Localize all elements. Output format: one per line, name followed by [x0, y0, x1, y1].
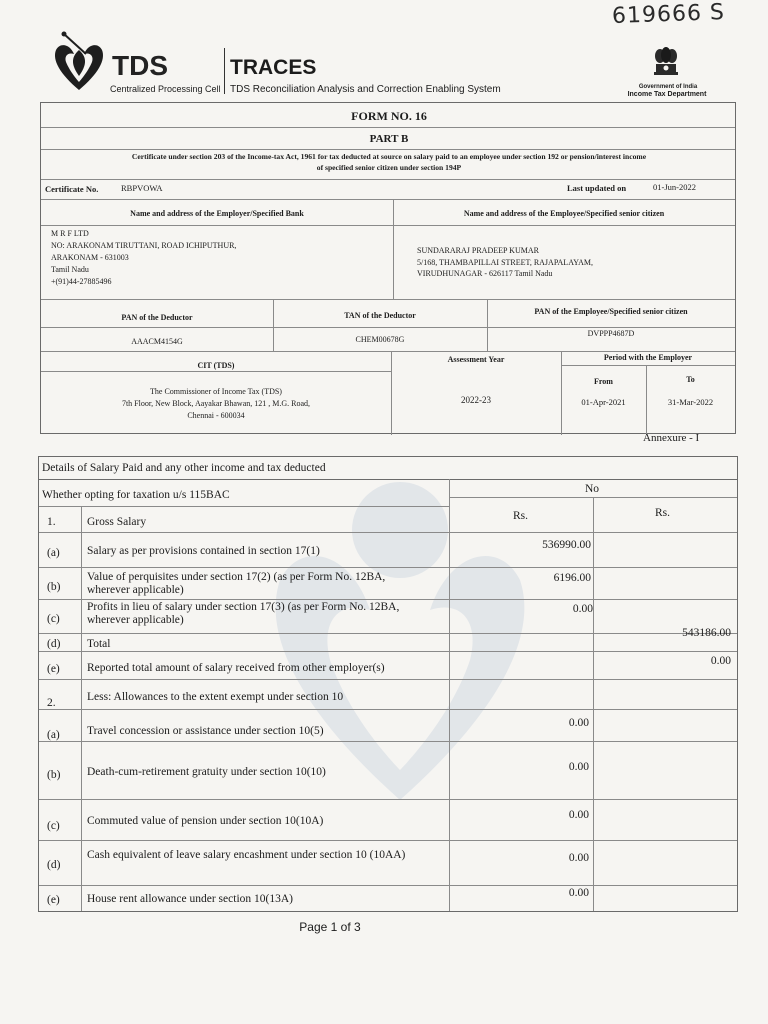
tds-subtitle: Centralized Processing Cell — [110, 84, 221, 94]
form-part: PART B — [369, 133, 409, 145]
certificate-no-label: Certificate No. — [45, 184, 99, 194]
period-from-label: From — [594, 377, 613, 386]
employee-heading: Name and address of the Employee/Specified senior citizen — [463, 209, 665, 218]
tds-logo-text: TDS — [112, 50, 168, 81]
government-label: Government of India — [638, 84, 698, 90]
form-header-box — [40, 102, 736, 434]
cit-address-line1: The Commissioner of Income Tax (TDS) — [150, 387, 282, 396]
certificate-description-line1: Certificate under section 203 of the Income-tax Act, 1961 for tax deducted at source on salary paid to an employee under section 192 or pension/interest income — [131, 152, 647, 161]
row-label-house-rent-allowance: House rent allowance under section 10(13A) — [87, 893, 293, 905]
row-index: (a) — [47, 547, 60, 559]
pan-employee-value: DVPPP4687D — [587, 329, 635, 338]
period-label: Period with the Employer — [603, 353, 693, 362]
row-index: (b) — [47, 581, 61, 593]
amount-salary-17-1: 536990.00 — [542, 539, 591, 551]
employer-heading: Name and address of the Employer/Specified Bank — [130, 209, 304, 218]
row-index: 1. — [47, 516, 56, 528]
national-emblem-icon — [652, 46, 680, 82]
amount-gratuity: 0.00 — [568, 761, 589, 773]
amount-other-employer: 0.00 — [710, 655, 731, 667]
row-index: (d) — [47, 859, 61, 871]
row-label-salary-17-1: Salary as per provisions contained in section 17(1) — [87, 545, 320, 557]
row-index: (c) — [47, 820, 60, 832]
assessment-year-value: 2022-23 — [461, 395, 491, 405]
row-index: (c) — [47, 613, 60, 625]
salary-heading: Details of Salary Paid and any other income and tax deducted — [42, 462, 326, 474]
tan-deductor-label: TAN of the Deductor — [344, 311, 416, 320]
cit-label: CIT (TDS) — [197, 361, 235, 370]
cit-address-line3: Chennai - 600034 — [187, 411, 245, 420]
amount-commuted-pension: 0.00 — [568, 809, 589, 821]
row-label-commuted-pension: Commuted value of pension under section 10(10A) — [87, 815, 324, 827]
amount-leave-encashment: 0.00 — [568, 852, 589, 864]
row-label-total: Total — [87, 638, 111, 650]
form-title: FORM NO. 16 — [351, 109, 427, 123]
assessment-year-label: Assessment Year — [447, 355, 505, 364]
row-label-perquisites: Value of perquisites under section 17(2) (as per Form No. 12BA, wherever applicable) — [87, 571, 386, 596]
opting-115bac-value: No — [585, 483, 600, 495]
employer-phone: +(91)44-27885496 — [51, 277, 112, 286]
period-to-date: 31-Mar-2022 — [667, 397, 714, 407]
tds-logo-icon — [46, 30, 112, 92]
row-label-gross-salary: Gross Salary — [87, 516, 147, 528]
row-label-other-employer: Reported total amount of salary received from other employer(s) — [87, 662, 385, 674]
period-to-label: To — [686, 375, 695, 384]
row-index: (b) — [47, 769, 61, 781]
handwritten-note: 619666 S — [611, 0, 726, 29]
rupees-column2-header: Rs. — [655, 507, 671, 519]
page-number: Page 1 of 3 — [299, 920, 361, 934]
employee-address-line1: 5/168, THAMBAPILLAI STREET, RAJAPALAYAM, — [417, 258, 594, 267]
traces-subtitle: TDS Reconciliation Analysis and Correction Enabling System — [230, 84, 501, 95]
amount-house-rent-allowance: 0.00 — [568, 887, 589, 899]
department-label: Income Tax Department — [627, 91, 707, 98]
row-label-gratuity: Death-cum-retirement gratuity under section 10(10) — [87, 766, 326, 778]
period-from-date: 01-Apr-2021 — [581, 397, 626, 407]
last-updated-date: 01-Jun-2022 — [653, 182, 696, 192]
amount-perquisites: 6196.00 — [553, 572, 591, 584]
tan-deductor-value: CHEM00678G — [355, 335, 405, 344]
certificate-description-line2: of specified senior citizen under section 194P — [316, 163, 462, 172]
last-updated-label: Last updated on — [567, 183, 627, 193]
amount-total: 543186.00 — [682, 627, 731, 639]
employee-name: SUNDARARAJ PRADEEP KUMAR — [417, 246, 539, 255]
certificate-no: RBPVOWA — [121, 183, 163, 193]
row-label-travel-concession: Travel concession or assistance under section 10(5) — [87, 725, 324, 737]
rupees-column1-header: Rs. — [513, 510, 529, 522]
amount-travel-concession: 0.00 — [568, 717, 589, 729]
row-label-allowances-exempt: Less: Allowances to the extent exempt under section 10 — [87, 691, 344, 703]
pan-employee-label: PAN of the Employee/Specified senior citizen — [534, 307, 688, 316]
row-index: (a) — [47, 729, 60, 741]
opting-115bac-label: Whether opting for taxation u/s 115BAC — [42, 489, 230, 501]
pan-deductor-value: AAACM4154G — [131, 337, 183, 346]
row-index: 2. — [47, 697, 56, 709]
employee-address-line2: VIRUDHUNAGAR - 626117 Tamil Nadu — [417, 269, 553, 278]
traces-title: TRACES — [230, 56, 317, 79]
row-label-leave-encashment: Cash equivalent of leave salary encashment under section 10 (10AA) — [87, 849, 406, 861]
row-index: (e) — [47, 663, 60, 675]
annexure-label: Annexure - I — [643, 432, 700, 444]
employer-address-line1: NO: ARAKONAM TIRUTTANI, ROAD ICHIPUTHUR, — [51, 241, 237, 250]
employer-state: Tamil Nadu — [51, 265, 89, 274]
employer-address-line2: ARAKONAM - 631003 — [51, 253, 129, 262]
amount-profits-lieu: 0.00 — [572, 603, 593, 615]
row-label-profits-lieu: Profits in lieu of salary under section 17(3) (as per Form No. 12BA, wherever applicable) — [87, 601, 400, 626]
pan-deductor-label: PAN of the Deductor — [121, 313, 193, 322]
row-index: (e) — [47, 894, 60, 906]
employer-name: M R F LTD — [51, 229, 89, 238]
salary-details-table — [38, 456, 738, 912]
row-index: (d) — [47, 638, 61, 650]
cit-address-line2: 7th Floor, New Block, Aayakar Bhawan, 121 , M.G. Road, — [121, 399, 311, 408]
header-divider — [224, 48, 225, 94]
